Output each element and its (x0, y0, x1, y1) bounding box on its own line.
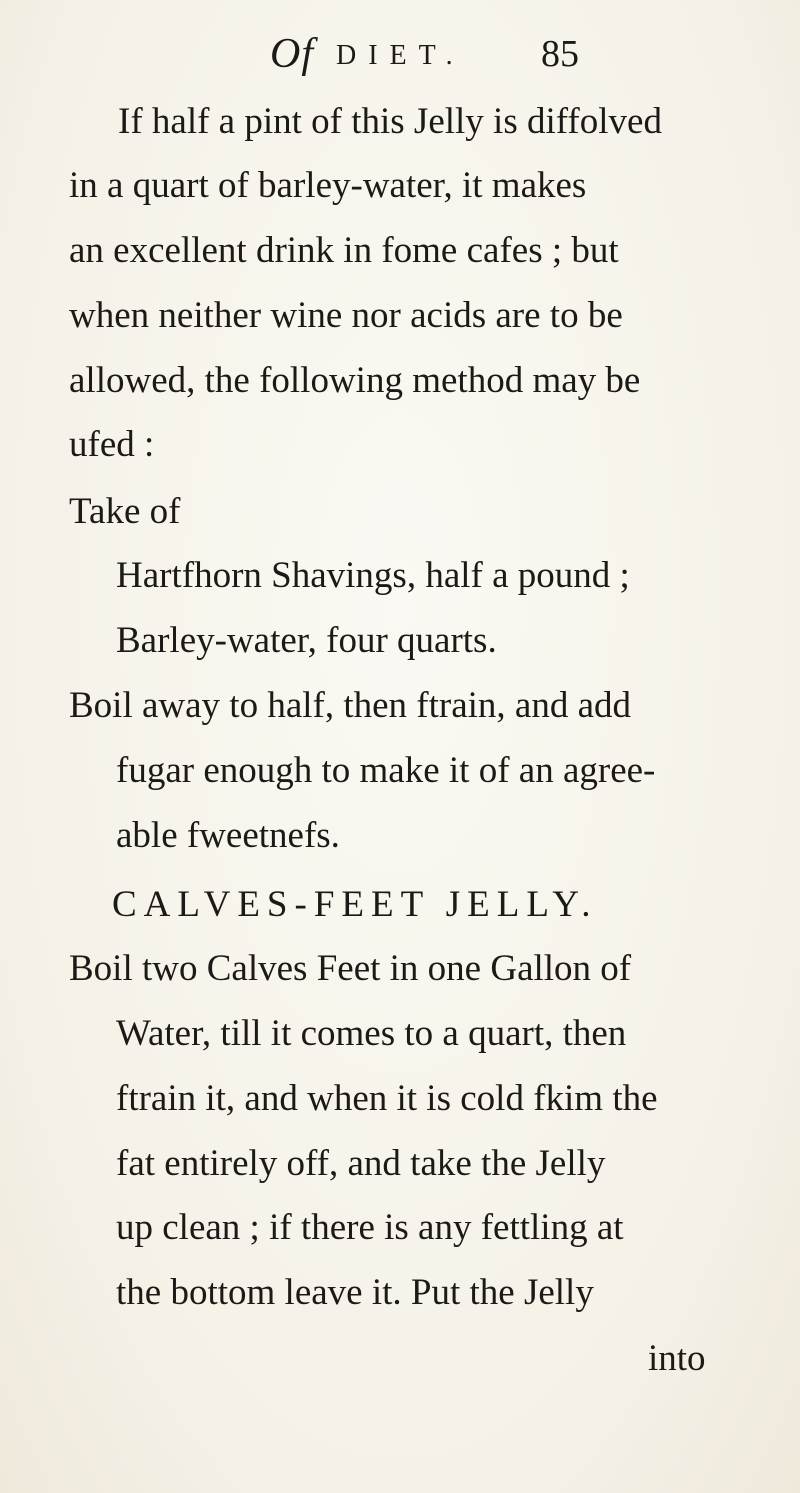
catchword: into (648, 1338, 706, 1379)
paragraph-line: ufed : (69, 424, 155, 465)
section-heading: CALVES-FEET JELLY. (112, 884, 598, 925)
paragraph-line: ftrain it, and when it is cold fkim the (116, 1078, 658, 1119)
paragraph-line: allowed, the following method may be (69, 360, 641, 401)
paragraph-line: Boil two Calves Feet in one Gallon of (69, 948, 632, 989)
paragraph-line: an excellent drink in fome cafes ; but (69, 230, 619, 271)
paragraph-line: when neither wine nor acids are to be (69, 295, 623, 336)
paragraph-line: in a quart of barley-water, it makes (69, 165, 587, 206)
running-head-of: Of (270, 31, 314, 77)
recipe-ingredient: Barley-water, four quarts. (116, 620, 497, 661)
paragraph-line: the bottom leave it. Put the Jelly (116, 1272, 594, 1313)
paragraph-line: up clean ; if there is any fettling at (116, 1207, 624, 1248)
recipe-instruction-line: Boil away to half, then ftrain, and add (69, 685, 632, 726)
paragraph-line: fat entirely off, and take the Jelly (116, 1143, 606, 1184)
paragraph-line: If half a pint of this Jelly is diffolved (118, 101, 662, 142)
recipe-take-of: Take of (69, 491, 181, 532)
recipe-ingredient: Hartfhorn Shavings, half a pound ; (116, 555, 630, 596)
paragraph-line: Water, till it comes to a quart, then (116, 1013, 627, 1054)
running-head (270, 30, 610, 80)
recipe-instruction-line: able fweetnefs. (116, 815, 340, 856)
page-number: 85 (541, 33, 579, 75)
running-head-title: DIET. (336, 40, 465, 71)
recipe-instruction-line: fugar enough to make it of an agree- (116, 750, 656, 791)
